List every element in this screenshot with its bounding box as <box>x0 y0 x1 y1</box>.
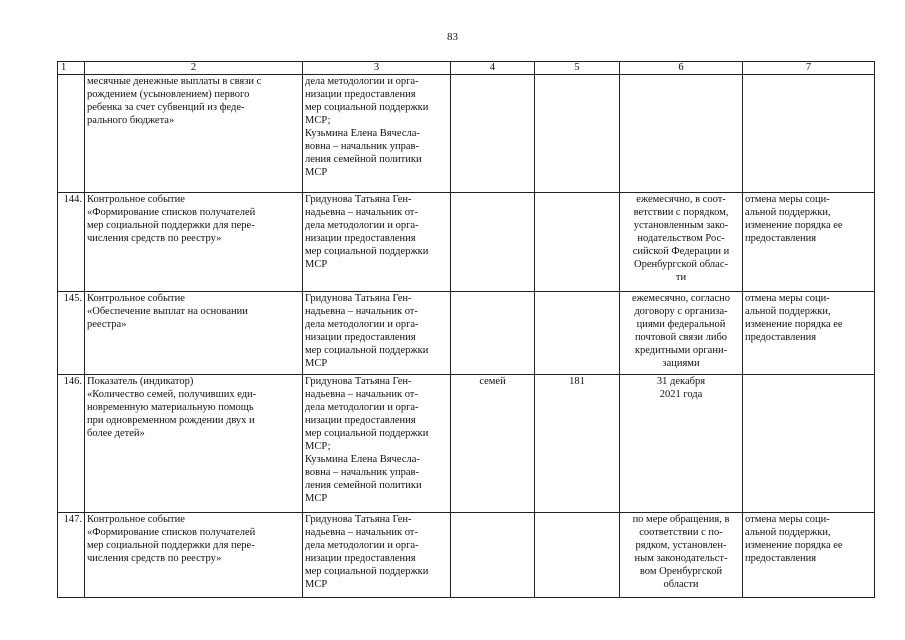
column-header: 7 <box>743 62 875 75</box>
unit-cell <box>451 292 535 375</box>
responsible-cell: Гридунова Татьяна Ген- надьевна – начальник от- дела методологии и орга- низации предоставления мер социальной поддержки МСР <box>303 193 451 292</box>
event-cell: Контрольное событие «Формирование списков получателей мер социальной поддержки для пере- числения средств по реестру» <box>85 193 303 292</box>
deadline-cell: ежемесячно, в соот- ветствии с порядком, установленным зако- нодательством Рос- сийской Федерации и Оренбургской облас- ти <box>620 193 743 292</box>
responsible-cell: дела методологии и орга- низации предоставления мер социальной поддержки МСР; Кузьмина Елена Вячесла- вовна – начальник управ- ления семейной политики МСР <box>303 75 451 193</box>
event-cell: Контрольное событие «Формирование списков получателей мер социальной поддержки для пере- числения средств по реестру» <box>85 513 303 598</box>
row-number: 146. <box>58 375 85 513</box>
deadline-cell: ежемесячно, согласно договору с организа- циями федеральной почтовой связи либо кредитными органи- зациями <box>620 292 743 375</box>
value-cell <box>535 292 620 375</box>
value-cell <box>535 513 620 598</box>
deadline-cell: по мере обращения, в соответствии с по- рядком, установлен- ным законодательст- вом Оренбургской области <box>620 513 743 598</box>
value-cell <box>535 193 620 292</box>
event-cell: месячные денежные выплаты в связи с рождением (усыновлением) первого ребенка за счет субвенций из феде- рального бюджета» <box>85 75 303 193</box>
column-header: 4 <box>451 62 535 75</box>
header-row <box>58 62 875 75</box>
risk-cell <box>743 375 875 513</box>
unit-cell <box>451 193 535 292</box>
table-row <box>58 513 875 598</box>
column-header: 2 <box>85 62 303 75</box>
unit-cell <box>451 513 535 598</box>
unit-cell: семей <box>451 375 535 513</box>
row-number <box>58 75 85 193</box>
value-cell <box>535 75 620 193</box>
deadline-cell <box>620 75 743 193</box>
responsible-cell: Гридунова Татьяна Ген- надьевна – начальник от- дела методологии и орга- низации предоставления мер социальной поддержки МСР; Кузьмина Елена Вячесла- вовна – начальник управ- ления семейной политики МСР <box>303 375 451 513</box>
row-number: 145. <box>58 292 85 375</box>
column-header: 3 <box>303 62 451 75</box>
measures-table <box>57 61 875 598</box>
responsible-cell: Гридунова Татьяна Ген- надьевна – начальник от- дела методологии и орга- низации предоставления мер социальной поддержки МСР <box>303 513 451 598</box>
risk-cell: отмена меры соци- альной поддержки, изменение порядка ее предоставления <box>743 513 875 598</box>
column-header: 5 <box>535 62 620 75</box>
row-number: 147. <box>58 513 85 598</box>
table-row <box>58 75 875 193</box>
column-header: 6 <box>620 62 743 75</box>
risk-cell: отмена меры соци- альной поддержки, изменение порядка ее предоставления <box>743 193 875 292</box>
deadline-cell: 31 декабря 2021 года <box>620 375 743 513</box>
value-cell: 181 <box>535 375 620 513</box>
column-header: 1 <box>58 62 85 75</box>
table-row <box>58 292 875 375</box>
event-cell: Контрольное событие «Обеспечение выплат на основании реестра» <box>85 292 303 375</box>
table-row <box>58 375 875 513</box>
risk-cell: отмена меры соци- альной поддержки, изменение порядка ее предоставления <box>743 292 875 375</box>
page-number: 83 <box>447 31 458 43</box>
table-row <box>58 193 875 292</box>
event-cell: Показатель (индикатор) «Количество семей, получивших еди- новременную материальную помощь при одновременном рождении двух и более детей» <box>85 375 303 513</box>
risk-cell <box>743 75 875 193</box>
row-number: 144. <box>58 193 85 292</box>
responsible-cell: Гридунова Татьяна Ген- надьевна – начальник от- дела методологии и орга- низации предоставления мер социальной поддержки МСР <box>303 292 451 375</box>
unit-cell <box>451 75 535 193</box>
